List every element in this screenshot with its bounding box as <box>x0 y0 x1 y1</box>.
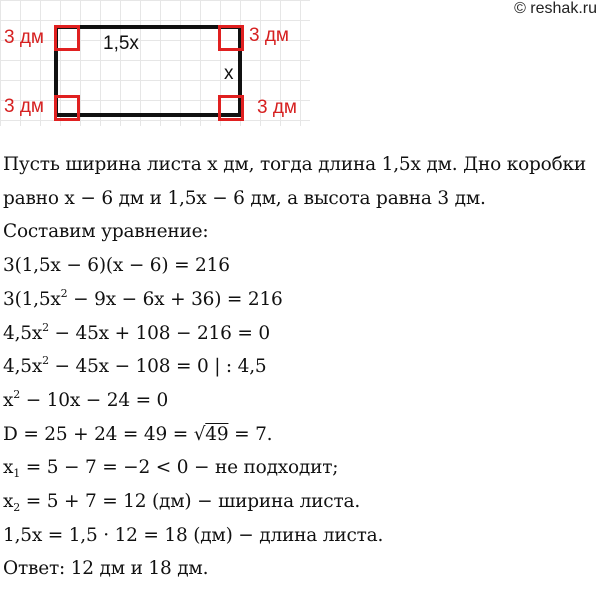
superscript: 2 <box>42 354 49 368</box>
text-run: = 5 + 7 = 12 (дм) − ширина листа. <box>20 491 361 513</box>
length-label: 1,5x <box>103 33 139 54</box>
superscript: 2 <box>13 387 21 401</box>
text-run: x <box>3 389 14 411</box>
solution-line <box>3 317 601 351</box>
text-run: 3(1,5x <box>3 288 61 310</box>
corner-square-bottom-left <box>54 95 80 121</box>
box-diagram <box>0 0 310 126</box>
radicand: 49 <box>205 423 229 445</box>
superscript: 2 <box>42 320 49 334</box>
text-run: Пусть ширина листа x дм, тогда длина 1,5x дм. Дно коробки <box>3 154 587 175</box>
solution-line <box>3 485 601 519</box>
solution-line <box>3 418 601 452</box>
text-run: Ответ: 12 дм и 18 дм. <box>3 558 209 580</box>
sheet-rectangle <box>54 25 242 117</box>
text-run: 4,5x <box>3 322 43 344</box>
text-run: − 45x + 108 − 216 = 0 <box>48 322 270 344</box>
solution-line <box>3 519 601 553</box>
subscript: 2 <box>13 501 21 515</box>
superscript: 2 <box>60 286 68 300</box>
solution-line <box>3 283 601 317</box>
text-run: Составим уравнение: <box>3 221 209 243</box>
solution-line <box>3 384 601 418</box>
solution-line <box>3 552 601 586</box>
corner-square-top-right <box>218 25 244 51</box>
solution-text <box>3 148 601 586</box>
solution-line <box>3 148 601 182</box>
text-run: = 7. <box>228 423 273 445</box>
text-run: − 45x − 108 = 0 | : 4,5 <box>48 356 267 378</box>
text-run: − 9x − 6x + 36) = 216 <box>67 288 283 310</box>
solution-line <box>3 215 601 249</box>
text-run: 4,5x <box>3 356 43 378</box>
text-run: − 10x − 24 = 0 <box>20 389 169 411</box>
corner-square-top-left <box>54 25 80 51</box>
corner-label-bottom-right: 3 дм <box>257 97 297 118</box>
text-run: D = 25 + 24 = 49 = √ <box>3 423 206 445</box>
corner-label-top-left: 3 дм <box>4 27 44 48</box>
text-run: x <box>3 491 14 513</box>
text-run: x <box>3 457 14 479</box>
text-run: = 5 − 7 = −2 < 0 − не подходит; <box>20 457 339 479</box>
solution-line <box>3 350 601 384</box>
solution-line <box>3 182 601 216</box>
text-run: равно x − 6 дм и 1,5x − 6 дм, а высота равна 3 дм. <box>3 187 486 209</box>
solution-line <box>3 451 601 485</box>
solution-line <box>3 249 601 283</box>
text-run: 3(1,5x − 6)(x − 6) = 216 <box>3 255 230 277</box>
corner-square-bottom-right <box>218 95 244 121</box>
corner-label-top-right: 3 дм <box>249 25 289 46</box>
text-run: 1,5x = 1,5 · 12 = 18 (дм) − длина листа. <box>3 524 384 546</box>
corner-label-bottom-left: 3 дм <box>4 96 44 117</box>
subscript: 1 <box>13 467 21 481</box>
width-label: x <box>224 63 234 84</box>
watermark: © reshak.ru <box>514 0 597 17</box>
